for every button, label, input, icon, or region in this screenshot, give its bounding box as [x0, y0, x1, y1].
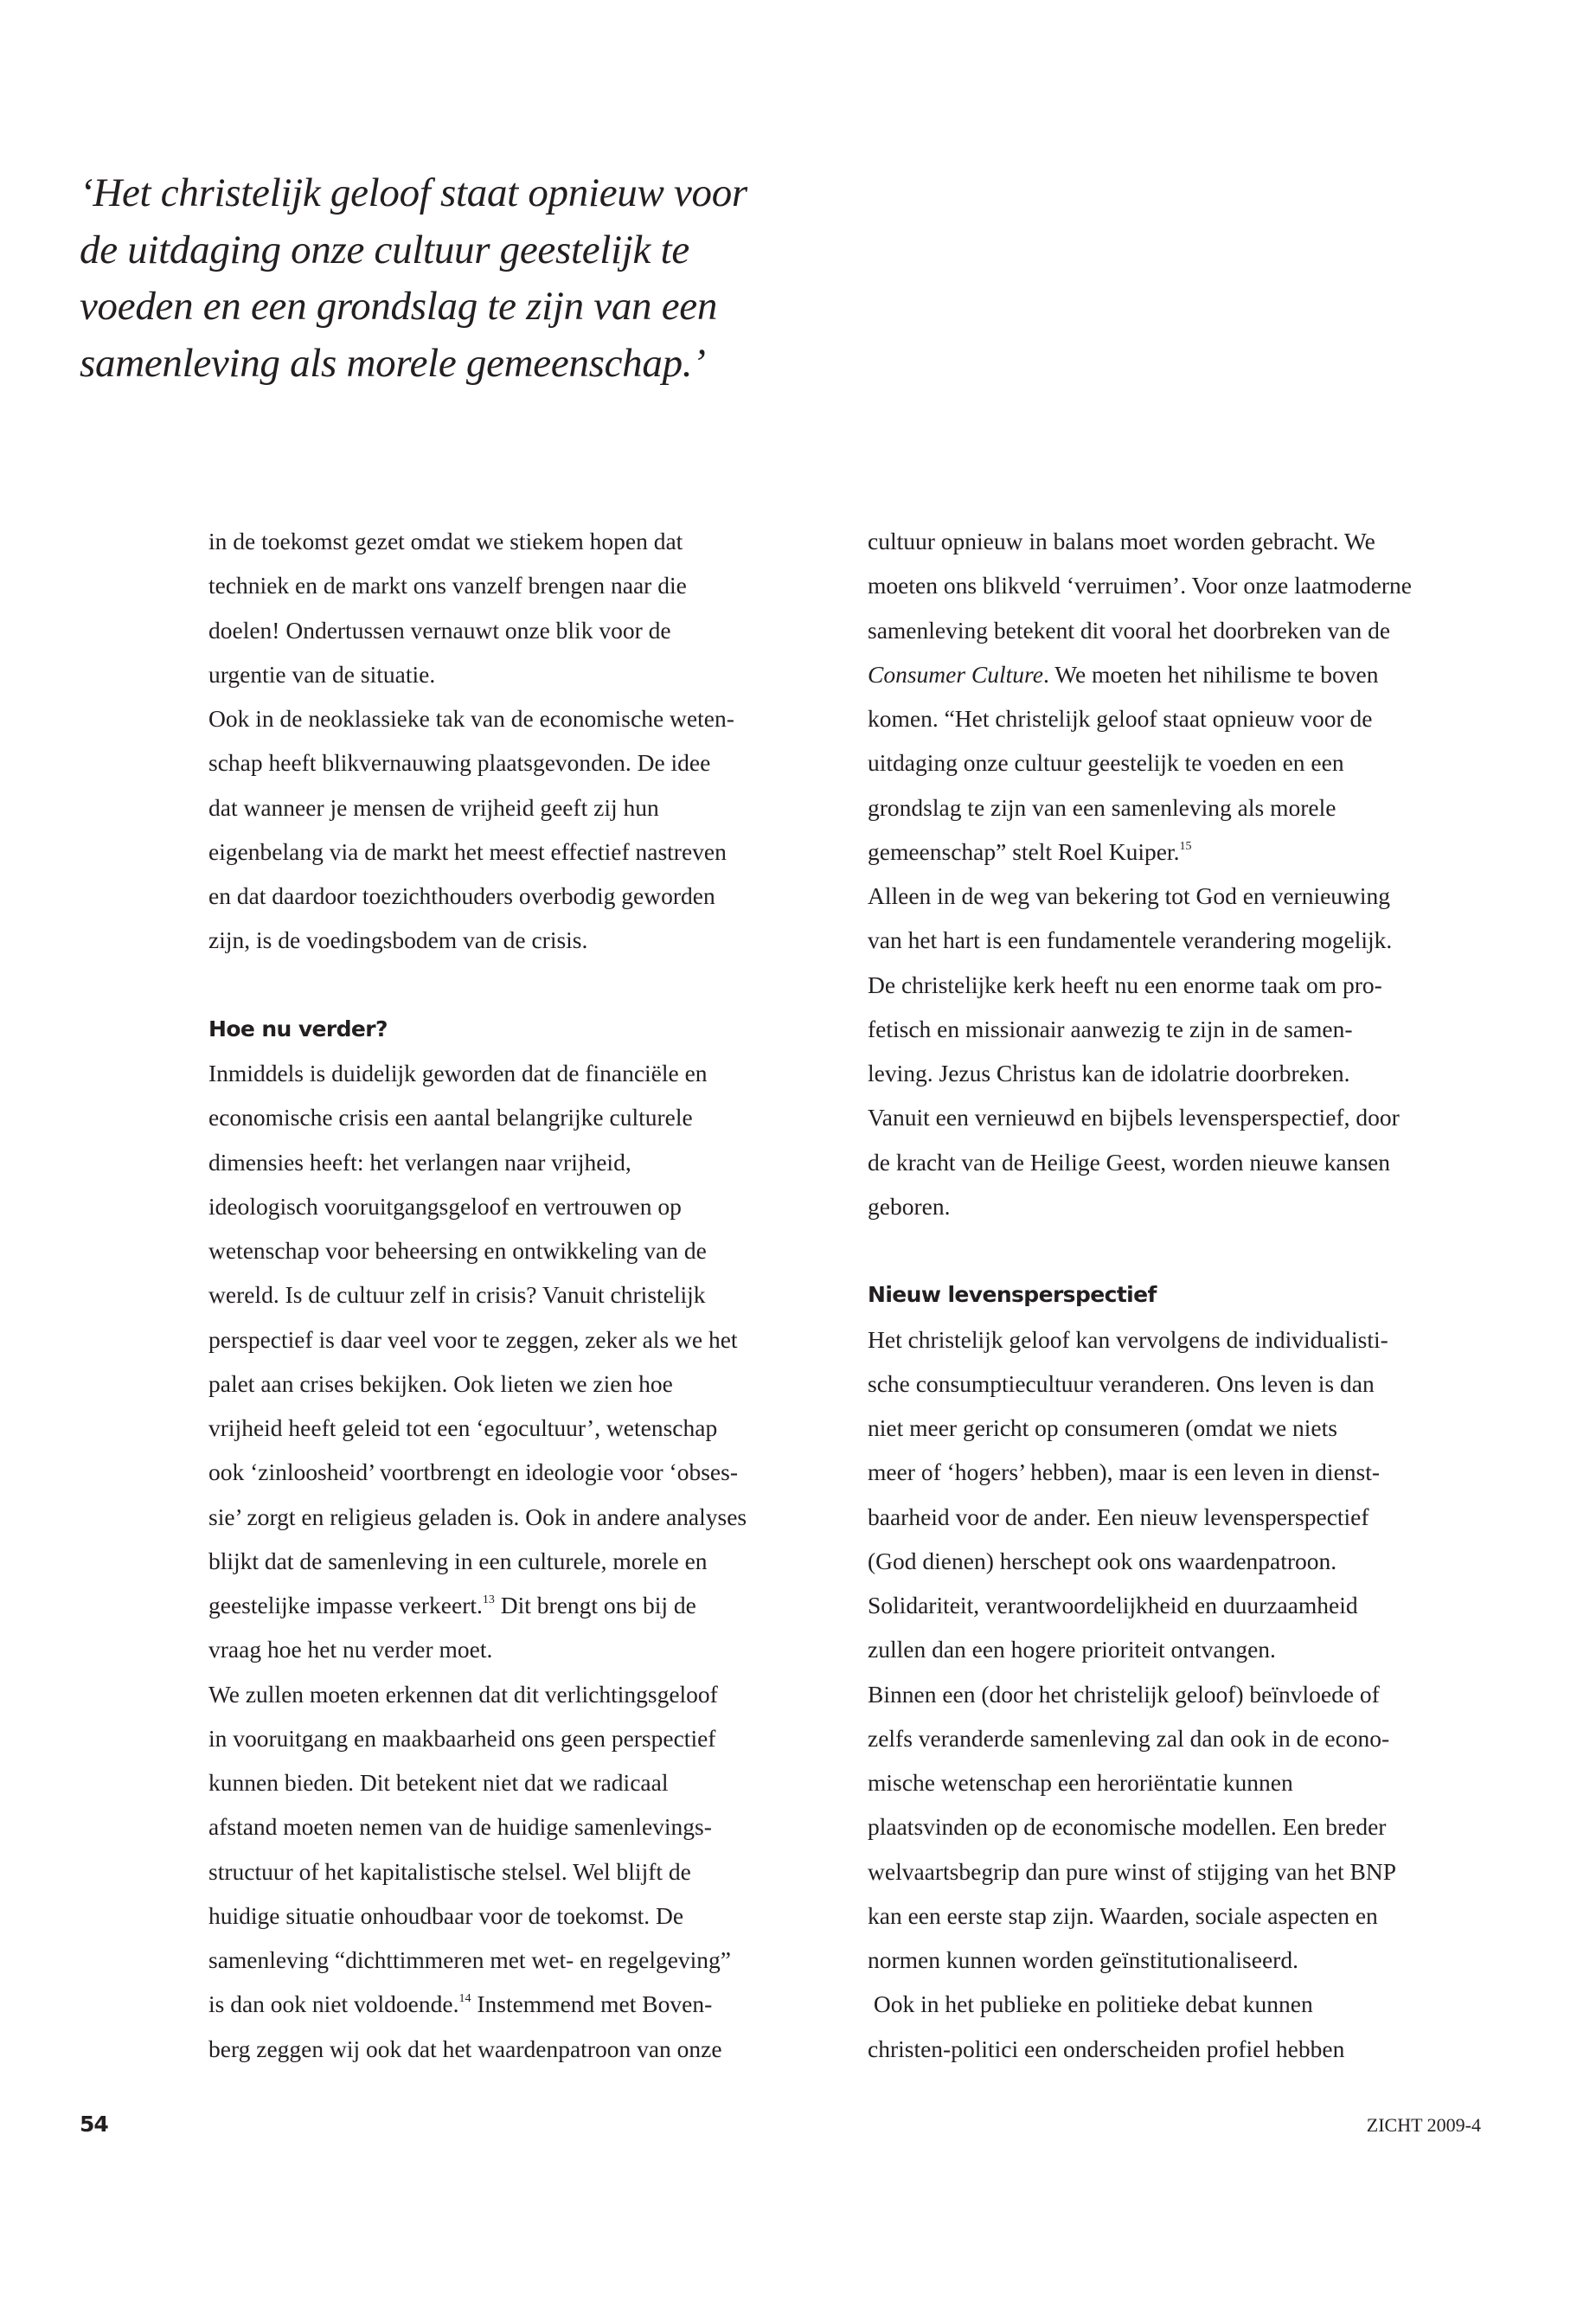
text-line: uitdaging onze cultuur geestelijk te voeden en een [868, 749, 1344, 777]
text-line [208, 1583, 814, 1627]
footnote-ref-13[interactable]: 13 [482, 1593, 495, 1606]
text-line: economische crisis een aantal belangrijke culturele [208, 1104, 693, 1131]
pull-quote-line: voeden en een grondslag te zijn van een [80, 284, 718, 329]
text-line: christen-politici een onderscheiden profiel hebben [868, 2035, 1345, 2062]
text-line: leving. Jezus Christus kan de idolatrie doorbreken. [868, 1060, 1350, 1086]
text-line: Ook in het publieke en politieke debat kunnen [868, 1990, 1313, 2018]
paragraph [868, 1317, 1473, 1672]
text-line: techniek en de markt ons vanzelf brengen naar die [208, 572, 687, 599]
text-fragment: . We moeten het nihilisme te boven [1042, 660, 1379, 688]
left-column [208, 519, 814, 2071]
footnote-ref-14[interactable]: 14 [458, 1992, 471, 2006]
text-line: dimensies heeft: het verlangen naar vrijheid, [208, 1148, 631, 1176]
text-line: wereld. Is de cultuur zelf in crisis? Vanuit christelijk [208, 1281, 706, 1309]
section-spacer [208, 963, 814, 1007]
paragraph [208, 696, 814, 963]
text-line: ook ‘zinloosheid’ voortbrengt en ideologie voor ‘obses- [208, 1458, 738, 1486]
text-line: kunnen bieden. Dit betekent niet dat we radicaal [208, 1769, 669, 1796]
paragraph [868, 1672, 1473, 1983]
paragraph [208, 1672, 814, 2071]
text-line: Inmiddels is duidelijk geworden dat de financiële en [208, 1060, 708, 1086]
paragraph [208, 1051, 814, 1672]
text-line: zijn, is de voedingsbodem van de crisis. [208, 926, 588, 954]
text-line [868, 830, 1473, 874]
text-line: structuur of het kapitalistische stelsel. Wel blijft de [208, 1857, 691, 1885]
right-column [868, 519, 1473, 2071]
text-line: wetenschap voor beheersing en ontwikkeling van de [208, 1237, 707, 1264]
text-line: meer of ‘hogers’ hebben), maar is een leven in dienst- [868, 1458, 1381, 1486]
section-spacer [868, 1228, 1473, 1272]
text-line: grondslag te zijn van een samenleving als morele [868, 793, 1336, 821]
text-line: vraag hoe het nu verder moet. [208, 1636, 493, 1663]
italic-term: Consumer Culture [868, 660, 1043, 688]
paragraph [208, 519, 814, 696]
text-line [208, 1982, 814, 2026]
text-line: doelen! Ondertussen vernauwt onze blik voor de [208, 616, 671, 644]
pull-quote-line: samenleving als morele gemeenschap.’ [80, 340, 706, 386]
pull-quote [80, 165, 858, 392]
text-line: komen. “Het christelijk geloof staat opnieuw voor de [868, 705, 1373, 732]
text-line: palet aan crises bekijken. Ook lieten we zien hoe [208, 1369, 673, 1397]
footnote-ref-15[interactable]: 15 [1179, 839, 1192, 853]
text-fragment: Instemmend met Boven- [471, 1990, 713, 2018]
text-line: schap heeft blikvernauwing plaatsgevonden. De idee [208, 749, 711, 777]
text-line: sie’ zorgt en religieus geladen is. Ook in andere analyses [208, 1503, 747, 1530]
paragraph [868, 874, 1473, 1228]
text-line: (God dienen) herschept ook ons waardenpatroon. [868, 1547, 1337, 1574]
text-line: vrijheid heeft geleid tot een ‘egocultuur’, wetenschap [208, 1414, 718, 1441]
paragraph [868, 519, 1473, 874]
text-line [868, 652, 1473, 696]
text-line: zelfs veranderde samenleving zal dan ook in de econo- [868, 1724, 1390, 1752]
text-line: Alleen in de weg van bekering tot God en vernieuwing [868, 882, 1391, 909]
text-line: welvaartsbegrip dan pure winst of stijging van het BNP [868, 1857, 1397, 1885]
text-line: berg zeggen wij ook dat het waardenpatroon van onze [208, 2035, 722, 2062]
page-number: 54 [80, 2112, 108, 2137]
text-fragment: Dit brengt ons bij de [494, 1592, 696, 1618]
text-line: van het hart is een fundamentele verandering mogelijk. [868, 926, 1393, 954]
text-line: urgentie van de situatie. [208, 660, 436, 688]
text-line: niet meer gericht op consumeren (omdat we niets [868, 1414, 1337, 1441]
text-line: sche consumptiecultuur veranderen. Ons leven is dan [868, 1369, 1375, 1397]
text-line: Vanuit een vernieuwd en bijbels levensperspectief, door [868, 1104, 1400, 1131]
text-line: samenleving betekent dit vooral het doorbreken van de [868, 616, 1391, 644]
text-line: mische wetenschap een heroriëntatie kunnen [868, 1769, 1293, 1796]
text-line: ideologisch vooruitgangsgeloof en vertrouwen op [208, 1192, 682, 1220]
text-line: We zullen moeten erkennen dat dit verlichtingsgeloof [208, 1680, 718, 1708]
text-line: geboren. [868, 1192, 951, 1220]
text-line: De christelijke kerk heeft nu een enorme taak om pro- [868, 971, 1382, 998]
text-line: in de toekomst gezet omdat we stiekem hopen dat [208, 528, 683, 554]
text-line: kan een eerste stap zijn. Waarden, sociale aspecten en [868, 1901, 1378, 1929]
text-line: eigenbelang via de markt het meest effectief nastreven [208, 837, 727, 865]
text-line: en dat daardoor toezichthouders overbodig geworden [208, 882, 715, 909]
text-line: moeten ons blikveld ‘verruimen’. Voor onze laatmoderne [868, 572, 1413, 599]
text-line: afstand moeten nemen van de huidige samenlevings- [208, 1813, 712, 1841]
text-fragment: geestelijke impasse verkeert. [208, 1592, 483, 1618]
text-line: Het christelijk geloof kan vervolgens de individualisti- [868, 1325, 1388, 1353]
paragraph [868, 1982, 1473, 2071]
pull-quote-line: ‘Het christelijk geloof staat opnieuw voor [80, 170, 747, 215]
text-line: plaatsvinden op de economische modellen. Een breder [868, 1813, 1387, 1841]
pull-quote-line: de uitdaging onze cultuur geestelijk te [80, 227, 689, 272]
text-line: cultuur opnieuw in balans moet worden gebracht. We [868, 528, 1375, 554]
text-line: Binnen een (door het christelijk geloof) beïnvloede of [868, 1680, 1380, 1708]
text-fragment: gemeenschap” stelt Roel Kuiper. [868, 837, 1180, 865]
text-line: dat wanneer je mensen de vrijheid geeft zij hun [208, 793, 659, 821]
text-fragment: is dan ook niet voldoende. [208, 1990, 459, 2018]
text-line: blijkt dat de samenleving in een culturele, morele en [208, 1547, 708, 1574]
text-line: samenleving “dichttimmeren met wet- en regelgeving” [208, 1946, 732, 1973]
text-line: in vooruitgang en maakbaarheid ons geen perspectief [208, 1724, 716, 1752]
magazine-issue: ZICHT 2009-4 [1366, 2114, 1481, 2136]
section-heading-hoe-nu-verder: Hoe nu verder? [208, 1016, 388, 1042]
text-line: zullen dan een hogere prioriteit ontvangen. [868, 1636, 1276, 1663]
text-line: baarheid voor de ander. Een nieuw levensperspectief [868, 1503, 1369, 1530]
text-line: perspectief is daar veel voor te zeggen, zeker als we het [208, 1325, 738, 1353]
text-line: huidige situatie onhoudbaar voor de toekomst. De [208, 1901, 684, 1929]
text-line: Solidariteit, verantwoordelijkheid en duurzaamheid [868, 1592, 1358, 1618]
section-heading-nieuw-levensperspectief: Nieuw levensperspectief [868, 1282, 1157, 1308]
text-line: fetisch en missionair aanwezig te zijn in de samen- [868, 1015, 1353, 1042]
text-line: de kracht van de Heilige Geest, worden nieuwe kansen [868, 1148, 1391, 1176]
text-line: Ook in de neoklassieke tak van de economische weten- [208, 705, 734, 732]
text-line: normen kunnen worden geïnstitutionaliseerd. [868, 1946, 1298, 1973]
